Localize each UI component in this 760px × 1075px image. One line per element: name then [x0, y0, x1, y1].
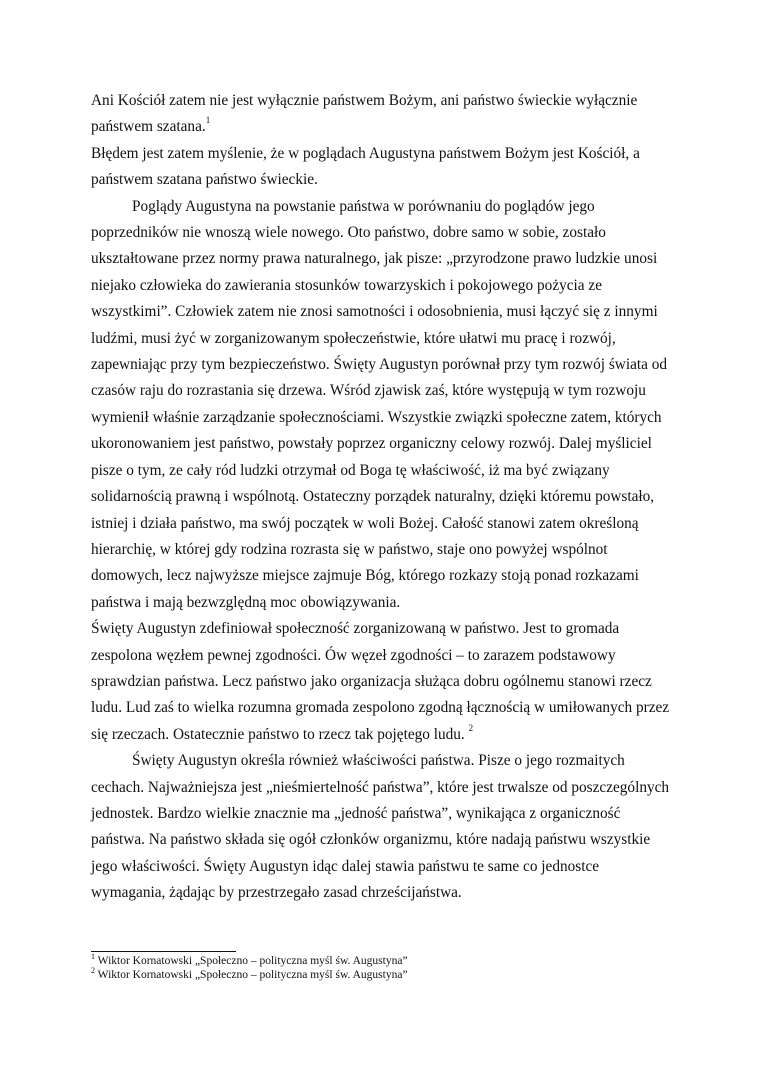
text-line: pisze o tym, ze cały ród ludzki otrzymał od Boga tę właściwość, iż ma być związany	[91, 461, 610, 479]
text-line: państwa i mają bezwzględną moc obowiązywania.	[91, 593, 401, 611]
footnotes	[91, 954, 691, 982]
text-line: wymienił właśnie zarządzanie społecznościami. Wszystkie związki społeczne zatem, których	[91, 408, 662, 426]
text-line: domowych, lecz najwyższe miejsce zajmuje Bóg, którego rozkazy stoją ponad rozkazami	[91, 567, 639, 585]
text-line: jego właściwości. Święty Augustyn idąc dalej stawia państwu te same co jednostce	[91, 857, 600, 875]
text-line: poprzedników nie wnoszą wiele nowego. Oto państwo, dobre samo w sobie, zostało	[91, 224, 606, 242]
text-line: istniej i działa państwo, ma swój początek w woli Bożej. Całość stanowi zatem określoną	[91, 514, 639, 532]
text-line: czasów raju do rozrastania się drzewa. Wśród zjawisk zaś, które występują w tym rozwoju	[91, 382, 646, 400]
text-line: wymagania, żądając by przestrzegało zasad chrześcijaństwa.	[91, 884, 462, 902]
text-line: państwa. Na państwo składa się ogół członków organizmu, które nadają państwu wszystkie	[91, 831, 651, 849]
footnote-separator	[91, 951, 236, 952]
footnote-text: Wiktor Kornatowski „Społeczno – polityczna myśl św. Augustyna”	[97, 969, 408, 981]
body-text	[91, 88, 673, 907]
text-line: państwem szatana.$^1$	[91, 115, 211, 136]
text-line: jednostek. Bardzo wielkie znacznie ma „jedność państwa”, wynikająca z organiczność	[91, 804, 621, 822]
text-line: państwem szatana państwo świeckie.	[91, 171, 318, 189]
text-line: cechach. Najważniejsza jest „nieśmiertelność państwa”, które jest trwalsze od poszczególnych	[91, 778, 670, 796]
footnote-text: Wiktor Kornatowski „Społeczno – polityczna myśl św. Augustyna”	[97, 955, 408, 967]
text-line: wszystkimi”. Człowiek zatem nie znosi samotności i odosobnienia, musi łączyć się z innymi	[91, 303, 658, 321]
text-line: hierarchię, w której gdy rodzina rozrasta się w państwo, staje ono powyżej wspólnot	[91, 540, 608, 558]
text-line: Ani Kościół zatem nie jest wyłącznie państwem Bożym, ani państwo świeckie wyłącznie	[91, 92, 638, 109]
text-line: Poglądy Augustyna na powstanie państwa w porównaniu do poglądów jego	[132, 197, 595, 215]
text-line: zapewniając przy tym bezpieczeństwo. Święty Augustyn porównał przy tym rozwój świata od	[91, 356, 668, 374]
footnote	[91, 968, 691, 982]
text-line: niejako człowieka do zawierania stosunków towarzyskich i pokojowego pożycia ze	[91, 276, 602, 294]
text-line: solidarnością prawną i wspólnotą. Ostateczny porządek naturalny, dzięki któremu powstało,	[91, 488, 655, 506]
text-line: się rzeczach. Ostatecznie państwo to rzecz tak pojętego ludu. $^2$	[91, 722, 474, 743]
footnote-number: 1	[91, 952, 95, 962]
footnote-reference: 1	[205, 115, 211, 126]
footnote-number: 2	[91, 966, 95, 976]
text-line: ludźmi, musi żyć w zorganizowanym społeczeństwie, które ułatwi mu pracę i rozwój,	[91, 329, 616, 347]
text-line: Święty Augustyn zdefiniował społeczność zorganizowaną w państwo. Jest to gromada	[91, 620, 620, 638]
text-line: Błędem jest zatem myślenie, że w poglądach Augustyna państwem Bożym jest Kościół, a	[91, 144, 640, 162]
text-line: ukształtowane przez normy prawa naturalnego, jak pisze: „przyrodzone prawo ludzkie unosi	[91, 250, 658, 268]
text-line: Święty Augustyn określa również właściwości państwa. Pisze o jego rozmaitych	[132, 752, 625, 770]
footnote	[91, 954, 691, 968]
footnote-reference: 2	[468, 722, 474, 733]
text-line: ukoronowaniem jest państwo, powstały poprzez organiczny celowy rozwój. Dalej myśliciel	[91, 435, 652, 453]
text-line: zespolona węzłem pewnej zgodności. Ów węzeł zgodności – to zarazem podstawowy	[91, 646, 616, 664]
text-line: ludu. Lud zaś to wielka rozumna gromada zespolono zgodną łącznością w umiłowanych przez	[91, 699, 670, 717]
text-line: sprawdzian państwa. Lecz państwo jako organizacja służąca dobru ogólnemu stanowi rzecz	[91, 672, 652, 690]
